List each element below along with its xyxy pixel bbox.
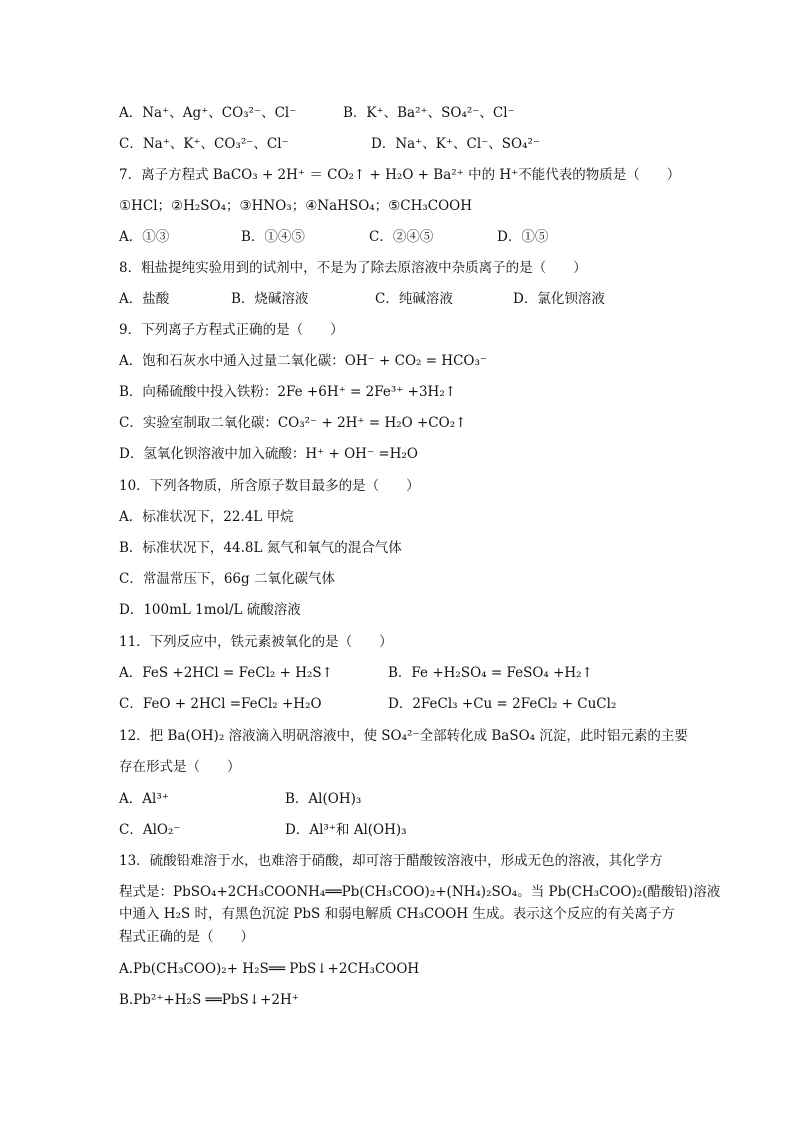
q7-option-a[interactable]: A．①③ <box>119 229 170 245</box>
q13-stem-line-1: 13．硫酸铅难溶于水，也难溶于硝酸，却可溶于醋酸铵溶液中，形成无色的溶液，其化学方 <box>119 853 663 869</box>
q11-stem: 11．下列反应中，铁元素被氧化的是（ ） <box>119 634 393 650</box>
q13-option-b[interactable]: B.Pb²⁺+H₂S ══PbS↓+2H⁺ <box>119 992 299 1008</box>
q12-option-a[interactable]: A．Al³⁺ <box>119 791 169 807</box>
q13-stem-line-3: 中通入 H₂S 时，有黑色沉淀 PbS 和弱电解质 CH₃COOH 生成。表示这个反应的有关离子方 <box>119 906 675 922</box>
q10-option-c[interactable]: C．常温常压下，66g 二氧化碳气体 <box>119 571 335 587</box>
q10-stem: 10．下列各物质，所含原子数目最多的是（ ） <box>119 478 420 494</box>
q7-option-b[interactable]: B．①④⑤ <box>241 229 305 245</box>
q13-stem-line-4: 程式正确的是（ ） <box>119 929 254 945</box>
q9-option-d[interactable]: D．氢氧化钡溶液中加入硫酸：H⁺ + OH⁻ =H₂O <box>119 446 418 462</box>
q8-stem: 8．粗盐提纯实验用到的试剂中，不是为了除去原溶液中杂质离子的是（ ） <box>119 260 587 276</box>
q8-option-c[interactable]: C．纯碱溶液 <box>375 291 453 307</box>
q7-option-c[interactable]: C．②④⑤ <box>369 229 434 245</box>
q9-option-c[interactable]: C．实验室制取二氧化碳：CO₃²⁻ + 2H⁺ = H₂O +CO₂↑ <box>119 415 467 431</box>
q9-option-a[interactable]: A．饱和石灰水中通入过量二氧化碳：OH⁻ + CO₂ = HCO₃⁻ <box>119 353 488 369</box>
q13-option-a[interactable]: A.Pb(CH₃COO)₂+ H₂S══ PbS↓+2CH₃COOH <box>119 961 420 977</box>
q9-stem: 9．下列离子方程式正确的是（ ） <box>119 322 344 338</box>
q13-stem-line-2: 程式是：PbSO₄+2CH₃COONH₄══Pb(CH₃COO)₂+(NH₄)₂SO₄。当 Pb(CH₃COO)₂(醋酸铅)溶液 <box>119 884 721 900</box>
q8-option-b[interactable]: B．烧碱溶液 <box>231 291 309 307</box>
q10-option-b[interactable]: B．标准状况下，44.8L 氮气和氧气的混合气体 <box>119 540 402 556</box>
q6-option-d[interactable]: D．Na⁺、K⁺、Cl⁻、SO₄²⁻ <box>371 136 541 152</box>
q6-option-b[interactable]: B．K⁺、Ba²⁺、SO₄²⁻、Cl⁻ <box>343 105 515 121</box>
q12-option-c[interactable]: C．AlO₂⁻ <box>119 822 181 838</box>
q7-option-d[interactable]: D．①⑤ <box>497 229 549 245</box>
q7-stem: 7．离子方程式 BaCO₃ + 2H⁺ ＝ CO₂↑ + H₂O + Ba²⁺ 中的 H⁺不能代表的物质是（ ） <box>119 167 681 183</box>
q10-option-a[interactable]: A．标准状况下，22.4L 甲烷 <box>119 509 294 525</box>
q8-option-a[interactable]: A．盐酸 <box>119 291 170 307</box>
q7-sub-items: ①HCl；②H₂SO₄；③HNO₃；④NaHSO₄；⑤CH₃COOH <box>119 198 473 214</box>
q6-option-a[interactable]: A．Na⁺、Ag⁺、CO₃²⁻、Cl⁻ <box>119 105 297 121</box>
q12-option-b[interactable]: B．Al(OH)₃ <box>285 791 362 807</box>
q11-option-d[interactable]: D．2FeCl₃ +Cu = 2FeCl₂ + CuCl₂ <box>388 696 617 712</box>
q12-stem-line-2: 存在形式是（ ） <box>119 759 241 775</box>
q10-option-d[interactable]: D．100mL 1mol/L 硫酸溶液 <box>119 602 301 618</box>
q12-stem-line-1: 12．把 Ba(OH)₂ 溶液滴入明矾溶液中，使 SO₄²⁻全部转化成 BaSO₄ 沉淀，此时铝元素的主要 <box>119 728 688 744</box>
q11-option-a[interactable]: A．FeS +2HCl = FeCl₂ + H₂S↑ <box>119 665 333 681</box>
q6-option-c[interactable]: C．Na⁺、K⁺、CO₃²⁻、Cl⁻ <box>119 136 289 152</box>
q12-option-d[interactable]: D．Al³⁺和 Al(OH)₃ <box>285 822 407 838</box>
q11-option-b[interactable]: B．Fe +H₂SO₄ = FeSO₄ +H₂↑ <box>388 665 593 681</box>
q11-option-c[interactable]: C．FeO + 2HCl =FeCl₂ +H₂O <box>119 696 322 712</box>
q9-option-b[interactable]: B．向稀硫酸中投入铁粉：2Fe +6H⁺ = 2Fe³⁺ +3H₂↑ <box>119 384 457 400</box>
q8-option-d[interactable]: D．氯化钡溶液 <box>513 291 605 307</box>
